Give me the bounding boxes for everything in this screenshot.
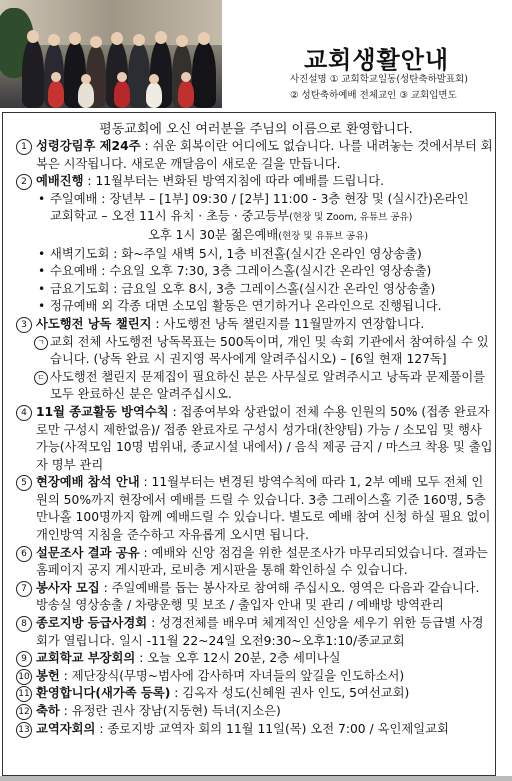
item-heading: 교역자회의 — [36, 721, 96, 736]
item-number: 2 — [16, 174, 32, 190]
notice-item-3 — [16, 316, 494, 334]
welcome-message: 평동교회에 오신 여러분을 주님의 이름으로 환영합니다. — [99, 122, 413, 137]
item-text: : 예배와 신앙 점검을 위한 설문조사가 마무리되었습니다. 결과는 홈페이지 공지 게시판과, 로비층 게시판을 통해 확인하실 수 있습니다. — [36, 545, 488, 578]
item-text: : 종로지방 교역자 회의 11월 11일(목) 오전 7:00 / 옥인제일교회 — [95, 721, 449, 736]
notice-item-7 — [16, 580, 494, 615]
item-number: 9 — [16, 651, 32, 667]
photo-caption — [290, 72, 510, 104]
challenge-a-text: 교회 전체 사도행전 낭독목표는 500독이며, 개인 및 속회 기관에서 참여하실 수 있습니다. (낭독 완료 시 권지영 목사에게 알려주십시오) – [6일 현재 127독] — [50, 334, 489, 367]
bullet-icon: • — [38, 264, 46, 279]
notice-item-1 — [16, 138, 494, 173]
youth-worship-text: 오후 1시 30분 젊은예배 — [148, 227, 279, 242]
bullet-icon: • — [38, 246, 46, 261]
item-number: 1 — [16, 139, 32, 155]
challenge-c — [16, 369, 494, 404]
worship-other — [16, 298, 494, 316]
notice-item-8 — [16, 615, 494, 650]
bullet-icon: • — [38, 191, 46, 206]
item-heading: 교회학교 부장회의 — [36, 651, 136, 666]
other-text: 정규예배 외 각종 대면 소모임 활동은 연기하거나 온라인으로 진행됩니다. — [50, 299, 442, 314]
item-number: 12 — [16, 704, 32, 720]
wednesday-text: 수요예배 : 수요일 오후 7:30, 3층 그레이스홀(실시간 온라인 영상송출) — [50, 264, 432, 279]
notice-item-10 — [16, 668, 494, 686]
item-text: : 유정란 권사 장남(지동현) 득녀(지소은) — [59, 704, 281, 718]
item-text: : 접종여부와 상관없이 전체 수용 인원의 50% (접종 완료자로만 구성시 제한없음)/ 접종 완료자로 구성시 성가대(찬양팀) 가능 / 소모임 및 행사 가능(사적모임 10명 범위내, 종교시설 내에서) / 음식 제공 금지 / 마스크 착용 및 출입자 명부 관리 — [36, 404, 493, 472]
item-number: 5 — [16, 475, 32, 491]
sunday-school-note: (현장 및 Zoom, 유튜브 공유) — [289, 212, 413, 224]
item-text: : 11월부터는 변경된 방역수칙에 따라 1, 2부 예배 모두 전체 인원의 50%까지 현장에서 예배를 드릴 수 있습니다. 3층 그레이스홀 기준 160명, 5층 만나홀 100명까지 함께 예배드릴 수 있습니다. 별도로 예배 참여 신청 하실 필요 없이 개인방역 지침을 준수하고 자유롭게 오시면 됩니다. — [36, 475, 491, 543]
item-text: : 쉬운 회복이란 어디에도 없습니다. 나를 내려놓는 것에서부터 회복은 시작됩니다. 새로운 깨달음이 새로운 길을 만듭니다. — [36, 139, 493, 171]
friday-text: 금요기도회 : 금요일 오후 8시, 3층 그레이스홀(실시간 온라인 영상송출) — [50, 281, 436, 296]
circled-mark: ㄱ — [34, 336, 48, 350]
circled-mark: ㄷ — [34, 371, 48, 385]
item-text: : 김옥자 성도(신혜원 권사 인도, 5여선교회) — [170, 686, 410, 701]
item-text: : 사도행전 낭독 챌린지를 11월말까지 연장합니다. — [151, 316, 425, 331]
item-text: : 오늘 오후 12시 20분, 2층 세미나실 — [135, 651, 341, 666]
worship-sunday — [16, 191, 494, 209]
item-text: : 11월부터는 변화된 방역지침에 따라 예배를 드립니다. — [83, 174, 385, 189]
notice-list — [16, 138, 494, 738]
dawn-text: 새벽기도회 : 화~주일 새벽 5시, 1층 비전홀(실시간 온라인 영상송출) — [50, 246, 422, 261]
item-number: 8 — [16, 616, 32, 632]
challenge-a — [16, 334, 494, 369]
item-number: 6 — [16, 546, 32, 562]
notice-item-6 — [16, 545, 494, 580]
item-text: : 성경전체를 배우며 체계적인 신앙을 세우기 위한 등급별 사경회가 열립니다. 일시 -11월 22~24일 오전9:30~오후1:10/종교교회 — [36, 616, 484, 648]
item-number: 10 — [16, 669, 32, 685]
item-heading: 성령강림후 제24주 — [36, 139, 141, 153]
worship-friday — [16, 281, 494, 299]
item-number: 13 — [16, 722, 32, 738]
youth-worship-note: (현장 및 유튜브 공유) — [278, 230, 369, 242]
item-heading: 봉사자 모집 — [36, 580, 100, 595]
item-heading: 축하 — [36, 704, 60, 718]
notice-item-4 — [16, 404, 494, 474]
notice-item-9 — [16, 650, 494, 668]
notice-item-12 — [16, 703, 494, 721]
item-heading: 11월 종교활동 방역수칙 — [36, 404, 169, 419]
item-number: 7 — [16, 581, 32, 597]
worship-wednesday — [16, 263, 494, 281]
worship-dawn — [16, 246, 494, 264]
item-heading: 종로지방 등급사경회 — [36, 616, 148, 631]
sunday-line-2 — [16, 208, 494, 227]
notice-item-11 — [16, 685, 494, 703]
caption-line-2: ② 성탄축하예배 전체교인 ③ 교회입면도 — [290, 90, 457, 101]
challenge-c-text: 사도행전 챌린지 문제집이 필요하신 분은 사무실로 알려주시고 낭독과 문제풀이를 모두 완료하신 분은 알려주십시오. — [50, 369, 486, 402]
sunday-line-1: 주일예배 : 장년부 – [1부] 09:30 / [2부] 11:00 - 3층 현장 및 (실시간)온라인 — [50, 191, 469, 206]
caption-line-1: 사진설명 ① 교회학교일동(성탄축하발표회) — [290, 74, 468, 85]
page-title: 교회생활안내 — [304, 46, 450, 74]
sunday-school-text: 교회학교 – 오전 11시 유치 · 초등 · 중고등부 — [50, 209, 290, 224]
item-heading: 환영합니다(새가족 등록) — [36, 686, 171, 701]
sunday-line-3 — [16, 227, 494, 246]
notice-item-13 — [16, 721, 494, 739]
notice-item-5 — [16, 474, 494, 544]
item-heading: 현장예배 참석 안내 — [36, 475, 140, 490]
bullet-icon: • — [38, 281, 46, 296]
bottom-divider — [0, 776, 512, 781]
bullet-icon: • — [38, 299, 46, 314]
item-heading: 봉헌 — [36, 668, 60, 683]
item-heading: 설문조사 결과 공유 — [36, 545, 140, 560]
item-number: 3 — [16, 317, 32, 333]
item-text: : 제단장식(무명~범사에 감사하며 자녀들의 앞길을 인도하소서) — [59, 668, 405, 683]
item-text: : 주일예배를 돕는 봉사자로 참여해 주십시오. 영역은 다음과 같습니다. 방송실 영상송출 / 차량운행 및 보조 / 출입자 안내 및 관리 / 예배방 방역관리 — [36, 580, 480, 613]
item-heading: 예배진행 — [36, 174, 84, 189]
item-number: 4 — [16, 405, 32, 421]
notice-item-2 — [16, 173, 494, 191]
congregation-photo — [0, 0, 222, 108]
item-heading: 사도행전 낭독 챌린지 — [36, 316, 152, 331]
item-number: 11 — [16, 686, 32, 702]
